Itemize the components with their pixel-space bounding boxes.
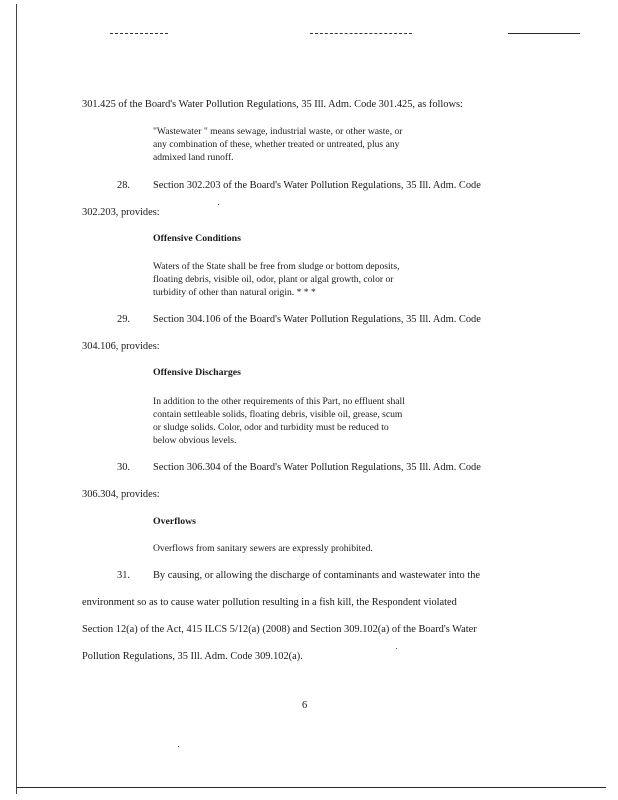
paragraph-29-line-1: Section 304.106 of the Board's Water Pollution Regulations, 35 Ill. Adm. Code: [153, 314, 481, 325]
quote-offensive-discharges-line-1: In addition to the other requirements of this Part, no effluent shall: [153, 396, 405, 407]
paragraph-28-line-2: 302.203, provides:: [82, 207, 160, 218]
scan-bottom-edge: [16, 787, 606, 788]
quote-offensive-conditions-line-3: turbidity of other than natural origin. * * *: [153, 287, 316, 298]
paragraph-31-line-2: environment so as to cause water pollution resulting in a fish kill, the Respondent violated: [82, 597, 457, 608]
scan-left-edge: [16, 4, 17, 794]
heading-offensive-discharges: Offensive Discharges: [153, 367, 241, 378]
scan-mark-top-right: [508, 33, 580, 34]
paragraph-30-line-1: Section 306.304 of the Board's Water Pollution Regulations, 35 Ill. Adm. Code: [153, 462, 481, 473]
scan-mark-top-left: [110, 33, 168, 34]
scan-speck: [178, 746, 179, 747]
paragraph-28-line-1: Section 302.203 of the Board's Water Pollution Regulations, 35 Ill. Adm. Code: [153, 180, 481, 191]
paragraph-31-line-3: Section 12(a) of the Act, 415 ILCS 5/12(a) (2008) and Section 309.102(a) of the Board's Water: [82, 624, 477, 635]
paragraph-number-28: 28.: [117, 180, 130, 191]
quote-offensive-discharges-line-4: below obvious levels.: [153, 435, 237, 446]
quote-offensive-discharges-line-2: contain settleable solids, floating debris, visible oil, grease, scum: [153, 409, 403, 420]
scan-speck: [218, 204, 219, 205]
heading-offensive-conditions: Offensive Conditions: [153, 233, 241, 244]
quote-wastewater-line-2: any combination of these, whether treated or untreated, plus any: [153, 139, 400, 150]
quote-offensive-discharges-line-3: or sludge solids. Color, odor and turbidity must be reduced to: [153, 422, 389, 433]
paragraph-number-30: 30.: [117, 462, 130, 473]
quote-overflows: Overflows from sanitary sewers are expressly prohibited.: [153, 543, 373, 554]
page-number: 6: [302, 700, 308, 711]
scan-mark-top-center: [310, 33, 412, 34]
paragraph-31-line-1: By causing, or allowing the discharge of contaminants and wastewater into the: [153, 570, 481, 581]
heading-overflows: Overflows: [153, 516, 196, 527]
paragraph-29-line-2: 304.106, provides:: [82, 341, 160, 352]
paragraph-31-line-4: Pollution Regulations, 35 Ill. Adm. Code 309.102(a).: [82, 651, 303, 662]
paragraph-number-29: 29.: [117, 314, 130, 325]
quote-offensive-conditions-line-2: floating debris, visible oil, odor, plant or algal growth, color or: [153, 274, 394, 285]
paragraph-number-31: 31.: [117, 570, 130, 581]
scan-speck: [396, 648, 397, 649]
intro-line: 301.425 of the Board's Water Pollution Regulations, 35 Ill. Adm. Code 301.425, as follows:: [82, 99, 463, 110]
paragraph-30-line-2: 306.304, provides:: [82, 489, 160, 500]
quote-offensive-conditions-line-1: Waters of the State shall be free from sludge or bottom deposits,: [153, 261, 400, 272]
quote-wastewater-line-1: "Wastewater " means sewage, industrial waste, or other waste, or: [153, 126, 403, 137]
quote-wastewater-line-3: admixed land runoff.: [153, 152, 234, 163]
